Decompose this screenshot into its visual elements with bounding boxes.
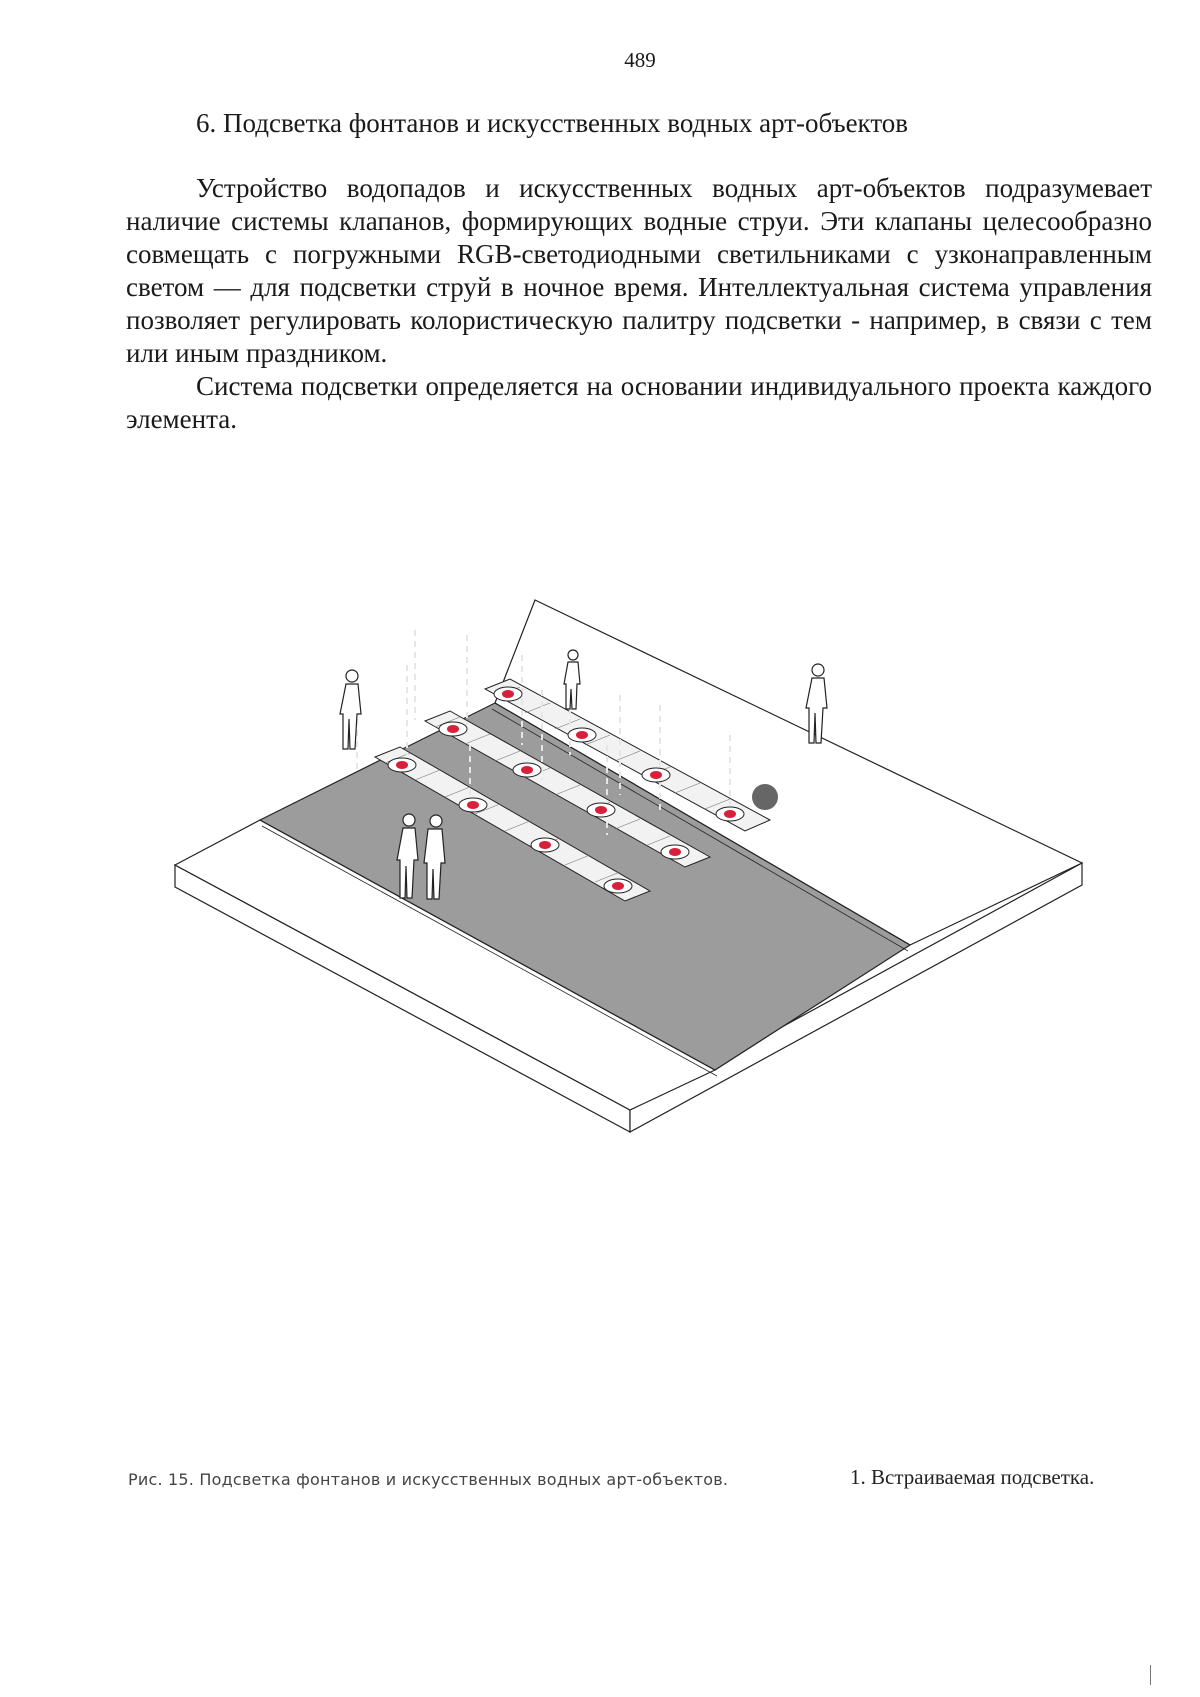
fountain-illustration [170, 595, 1100, 1155]
page-number: 489 [624, 48, 656, 72]
light-icon [716, 807, 744, 821]
body-text [126, 172, 1152, 436]
person-figure [340, 670, 361, 749]
figure-caption: Рис. 15. Подсветка фонтанов и искусственных водных арт-объектов. [128, 1470, 729, 1489]
person-figure [806, 664, 827, 743]
fountain-isometric-drawing [170, 595, 1100, 1155]
light-icon [661, 845, 689, 859]
light-icon [388, 758, 416, 772]
paragraph-1: Устройство водопадов и искусственных водных арт-объектов подразумевает наличие системы клапанов, формирующих водные струи. Эти клапаны целесообразно совмещать с погружными RGB-светодиодными светильниками с узконаправленным светом — для подсветки струй в ночное время. Интеллектуальная система управления позволяет регулировать колористическую палитру подсветки - например, в связи с тем или иным праздником. [126, 173, 1152, 368]
light-icon [439, 722, 467, 736]
light-icon [494, 687, 522, 701]
light-icon [568, 728, 596, 742]
section-heading: 6. Подсветка фонтанов и искусственных водных арт-объектов [196, 108, 909, 138]
figure-legend-item: 1. Встраиваемая подсветка. [850, 1465, 1095, 1489]
light-icon [642, 768, 670, 782]
paragraph-2: Система подсветки определяется на основании индивидуального проекта каждого элемента. [126, 371, 1152, 434]
drain-circle [752, 784, 778, 810]
light-icon [587, 803, 615, 817]
light-icon [513, 763, 541, 777]
light-icon [531, 838, 559, 852]
light-icon [604, 879, 632, 893]
light-icon [459, 798, 487, 812]
scan-mark [1150, 1665, 1151, 1685]
